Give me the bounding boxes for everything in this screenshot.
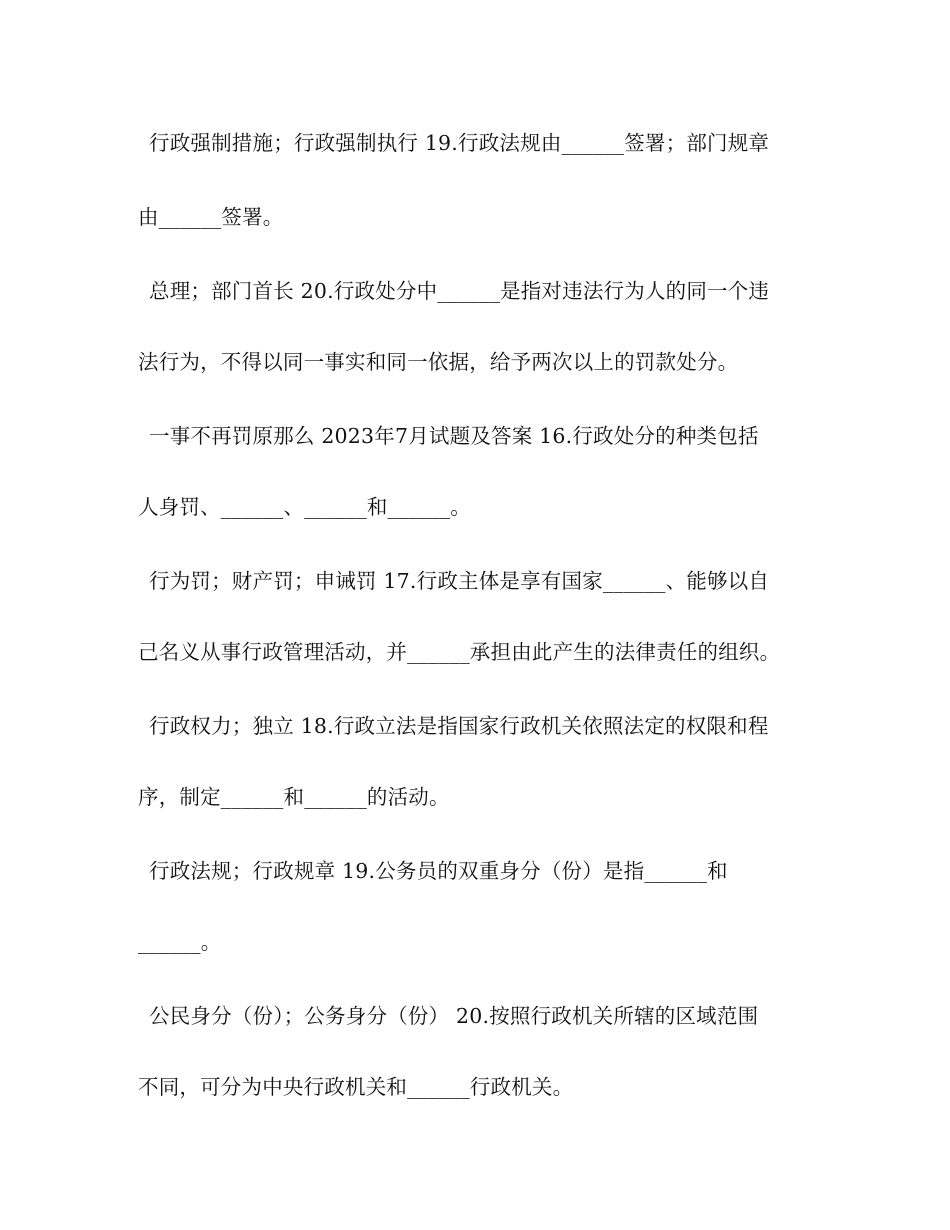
- text-line-13: 公民身分（份）；公务身分（份） 20.按照行政机关所辖的区域范围: [149, 1004, 759, 1028]
- text-line-5: 一事不再罚原那么 2023年7月试题及答案 16.行政处分的种类包括: [149, 424, 759, 448]
- text-line-3: 总理；部门首长 20.行政处分中______是指对违法行为人的同一个违: [149, 279, 770, 303]
- text-line-2: 由______签署。: [138, 205, 284, 229]
- text-line-4: 法行为，不得以同一事实和同一依据，给予两次以上的罚款处分。: [138, 350, 739, 374]
- text-line-6: 人身罚、______、______和______。: [138, 495, 471, 519]
- text-line-9: 行政权力；独立 18.行政立法是指国家行政机关依照法定的权限和程: [149, 714, 769, 738]
- text-line-10: 序，制定______和______的活动。: [138, 785, 450, 809]
- text-line-11: 行政法规；行政规章 19.公务员的双重身分（份）是指______和: [149, 859, 728, 883]
- text-line-12: ______。: [138, 930, 222, 954]
- text-line-1: 行政强制措施；行政强制执行 19.行政法规由______签署；部门规章: [149, 131, 770, 155]
- text-line-14: 不同，可分为中央行政机关和______行政机关。: [138, 1075, 574, 1099]
- text-line-8: 己名义从事行政管理活动，并______承担由此产生的法律责任的组织。: [138, 640, 781, 664]
- text-line-7: 行为罚；财产罚；申诫罚 17.行政主体是享有国家______、能够以自: [149, 569, 770, 593]
